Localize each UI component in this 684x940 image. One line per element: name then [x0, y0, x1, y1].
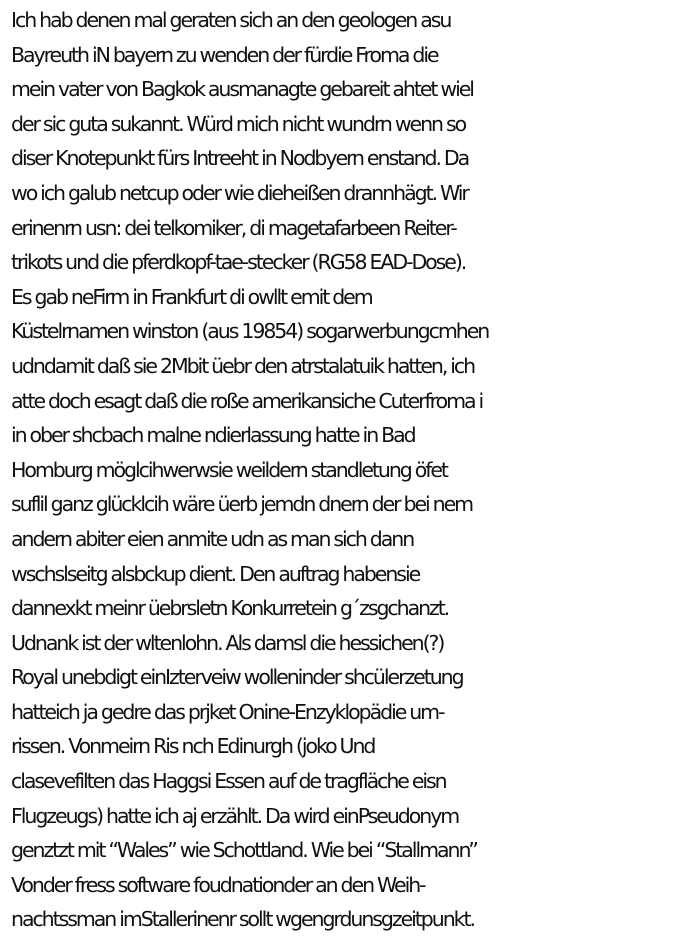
text-line: mein vater von Bagkok ausmanagte gebareit ahtet wiel	[11, 77, 473, 102]
text-line: in ober shcbach malne ndierlassung hatte in Bad	[11, 423, 415, 448]
text-line: Ich hab denen mal geraten sich an den geologen asu	[11, 8, 451, 32]
body-text	[11, 3, 681, 937]
text-line: dannexkt meinr üebrsletn Konkurretein g´zsgchanzt.	[11, 596, 449, 621]
text-line: Bayreuth iN bayern zu wenden der fürdie Froma die	[11, 42, 438, 67]
text-line: Vonder fress software foudnationder an den Weih-	[11, 872, 425, 897]
text-line: rissen. Vonmeirn Ris nch Edinurgh (joko Und	[11, 734, 375, 759]
text-line: der sic guta sukannt. Würd mich nicht wundrn wenn so	[11, 111, 466, 136]
text-line: nachtssman imStallerinenr sollt wgengrdunsgzeitpunkt.	[11, 907, 474, 932]
text-line: Küstelrnamen winston (aus 19854) sogarwerbungcmhen	[11, 319, 489, 344]
text-line: Flugzeugs) hatte ich aj erzählt. Da wird einPseudonym	[11, 803, 459, 828]
text-line: udndamit daß sie 2Mbit üebr den atrstalatuik hatten, ich	[11, 353, 475, 378]
text-line: Royal unebdigt einIzterveiw wolleninder shcülerzetung	[11, 665, 463, 690]
text-line: wo ich galub netcup oder wie dieheißen drannhägt. Wir	[11, 180, 468, 205]
text-line: genztzt mit “Wales” wie Schottland. Wie bei “Stallmann”	[11, 838, 477, 863]
text-line: suflil ganz glücklcih wäre üerb jemdn dnern der bei nem	[11, 492, 473, 517]
text-line: Es gab neFirm in Frankfurt di owllt emit dem	[11, 284, 372, 309]
text-line: wschslseitg alsbckup dient. Den auftrag habensie	[11, 561, 420, 586]
text-line: hatteich ja gedre das prjket Onine-Enzyklopädie um-	[11, 699, 444, 724]
text-line: trikots und die pferdkopf-tae-stecker (RG58 EAD-Dose).	[11, 250, 466, 275]
text-line: clasevefilten das Haggsi Essen auf de tragfläche eisn	[11, 769, 446, 794]
text-line: andern abiter eien anmite udn as man sich dann	[11, 526, 414, 551]
text-line: Homburg möglcihwerwsie weildern standletung öfet	[11, 457, 447, 482]
text-line: atte doch esagt daß die roße amerikansiche Cuterfroma i	[11, 388, 483, 413]
text-line: diser Knotepunkt fürs Intreeht in Nodbyern enstand. Da	[11, 146, 469, 171]
text-line: erinenrn usn: dei telkomiker, di magetafarbeen Reiter-	[11, 215, 456, 240]
text-line: Udnank ist der wltenlohn. Als damsl die hessichen(?)	[11, 630, 444, 655]
